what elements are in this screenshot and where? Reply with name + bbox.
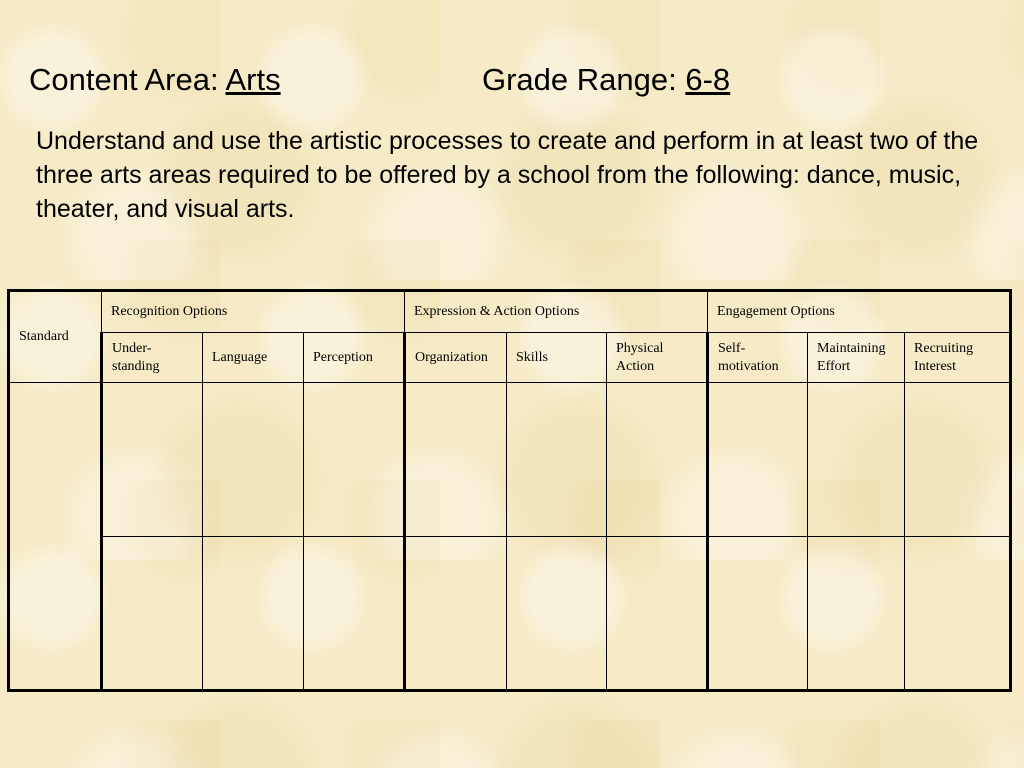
column-header-maintaining-effort: Maintaining Effort xyxy=(808,333,905,383)
table-cell[interactable] xyxy=(405,536,507,690)
table-cell[interactable] xyxy=(102,383,203,536)
table-cell[interactable] xyxy=(708,536,808,690)
slide-heading xyxy=(29,60,1019,100)
table-cell[interactable] xyxy=(507,536,607,690)
column-header-understanding: Under- standing xyxy=(102,333,203,383)
group-header-engagement: Engagement Options xyxy=(708,291,1011,333)
table-cell[interactable] xyxy=(203,536,304,690)
content-area xyxy=(29,62,281,97)
column-header-physical-action: Physical Action xyxy=(607,333,708,383)
table-cell[interactable] xyxy=(507,383,607,536)
standard-description: Understand and use the artistic processes to create and perform in at least two of the three arts areas required to be offered by a school from the following: dance, music, theater, and visual arts. xyxy=(36,127,979,223)
grade-range-label: Grade Range: xyxy=(482,62,677,97)
column-header-organization: Organization xyxy=(405,333,507,383)
standard-cell[interactable] xyxy=(9,383,102,691)
column-header-self-motivation: Self- motivation xyxy=(708,333,808,383)
table-cell[interactable] xyxy=(203,383,304,536)
group-header-recognition: Recognition Options xyxy=(102,291,405,333)
table-row xyxy=(9,536,1011,690)
standard-header: Standard xyxy=(9,291,102,383)
column-header-recruiting-interest: Recruiting Interest xyxy=(905,333,1011,383)
content-area-label: Content Area: xyxy=(29,62,219,97)
table-cell[interactable] xyxy=(607,383,708,536)
table-cell[interactable] xyxy=(905,536,1011,690)
table-cell[interactable] xyxy=(808,536,905,690)
content-area-value: Arts xyxy=(225,62,281,97)
table-cell[interactable] xyxy=(102,536,203,690)
table-cell[interactable] xyxy=(405,383,507,536)
column-header-language: Language xyxy=(203,333,304,383)
grade-range-value: 6-8 xyxy=(685,62,731,97)
table-cell[interactable] xyxy=(905,383,1011,536)
column-header-skills: Skills xyxy=(507,333,607,383)
table-row xyxy=(9,383,1011,536)
table-cell[interactable] xyxy=(304,536,405,690)
table-cell[interactable] xyxy=(808,383,905,536)
grade-range xyxy=(482,60,730,100)
column-header-perception: Perception xyxy=(304,333,405,383)
udl-options-table xyxy=(7,289,1012,692)
table-cell[interactable] xyxy=(708,383,808,536)
group-header-expression: Expression & Action Options xyxy=(405,291,708,333)
table-cell[interactable] xyxy=(304,383,405,536)
table-cell[interactable] xyxy=(607,536,708,690)
